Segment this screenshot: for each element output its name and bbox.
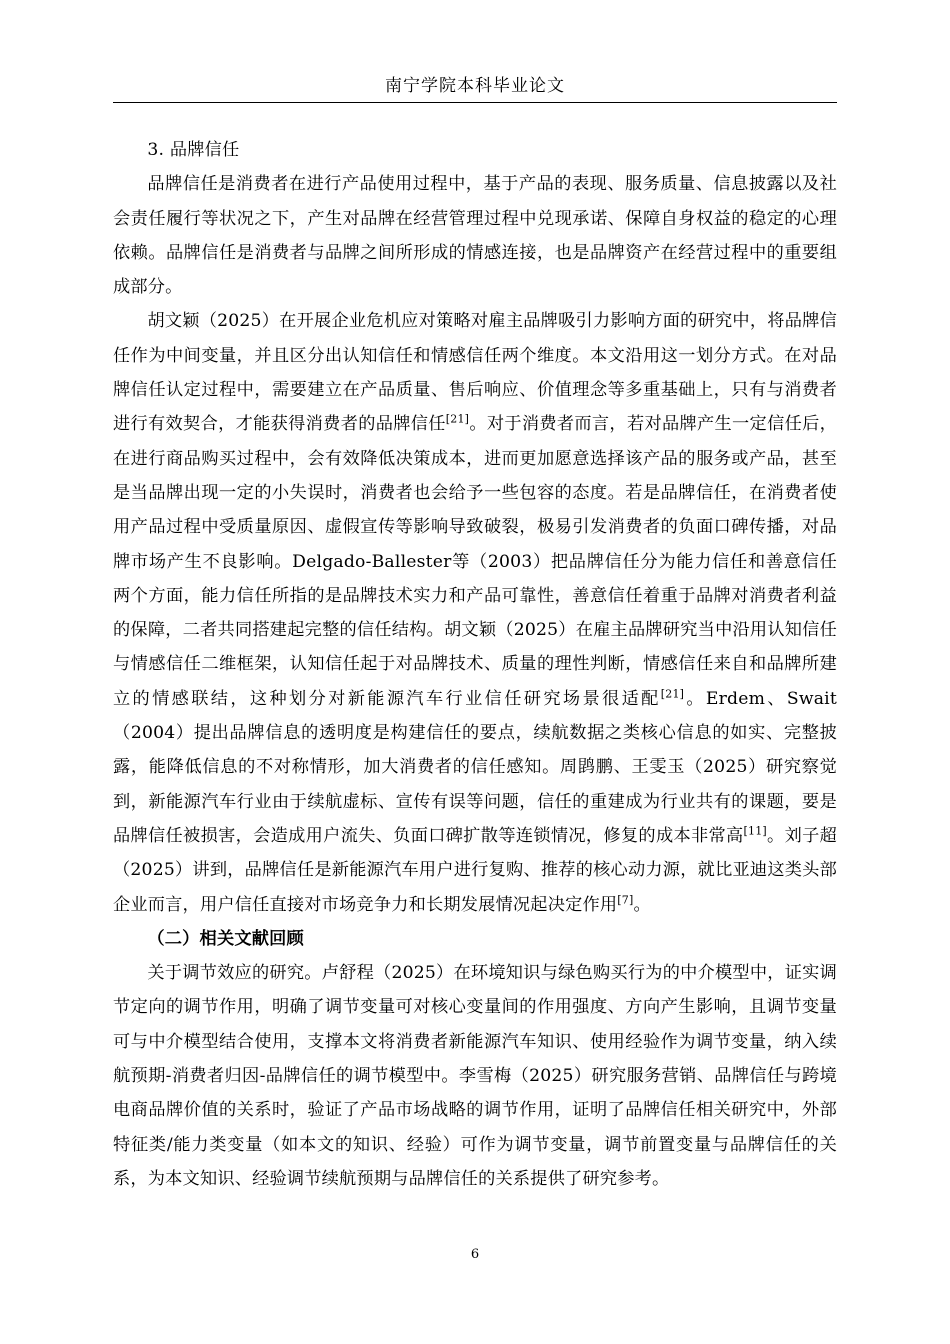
paragraph-2 xyxy=(113,304,837,921)
section-heading: 3. 品牌信任 xyxy=(147,140,240,160)
body-text xyxy=(113,133,837,1196)
citation-11: [11] xyxy=(743,824,767,838)
paragraph-1: 品牌信任是消费者在进行产品使用过程中，基于产品的表现、服务质量、信息披露以及社会责任履行等状况之下，产生对品牌在经营管理过程中兑现承诺、保障自身权益的稳定的心理依赖。品牌信任是消费者与品牌之间所形成的情感连接，也是品牌资产在经营过程中的重要组成部分。 xyxy=(113,174,837,298)
paragraph-2-text-c: 。Erdem、Swait（2004）提出品牌信息的透明度是构建信任的要点，续航数据之类核心信息的如实、完整披露，能降低信息的不对称情形，加大消费者的信任感知。周鹍鹏、王雯玉（2025）研究察觉到，新能源汽车行业由于续航虚标、宣传有误等问题，信任的重建成为行业共有的课题，要是品牌信任被损害，会造成用户流失、负面口碑扩散等连锁情况，修复的成本非常高 xyxy=(113,688,837,846)
citation-21-second: [21] xyxy=(660,687,685,701)
paragraph-2-text-b: 。对于消费者而言，若对品牌产生一定信任后，在进行商品购买过程中，会有效降低决策成本，进而更加愿意选择该产品的服务或产品，甚至是当品牌出现一定的小失误时，消费者也会给予一些包容的态度。若是品牌信任，在消费者使用产品过程中受质量原因、虚假宣传等影响导致破裂，极易引发消费者的负面口碑传播，对品牌市场产生不良影响。Delgado-Ballester等（2003）把品牌信任分为能力信任和善意信任两个方面，能力信任所指的是品牌技术实力和产品可靠性，善意信任着重于品牌对消费者利益的保障，二者共同搭建起完整的信任结构。胡文颖（2025）在雇主品牌研究当中沿用认知信任与情感信任二维框架，认知信任起于对品牌技术、质量的理性判断，情感信任来自和品牌所建立的情感联结，这种划分对新能源汽车行业信任研究场景很适配 xyxy=(113,414,838,709)
page-number: 6 xyxy=(470,1247,480,1262)
paragraph-3: 关于调节效应的研究。卢舒程（2025）在环境知识与绿色购买行为的中介模型中，证实调节定向的调节作用，明确了调节变量可对核心变量间的作用强度、方向产生影响，且调节变量可与中介模型结合使用，支撑本文将消费者新能源汽车知识、使用经验作为调节变量，纳入续航预期-消费者归因-品牌信任的调节模型中。李雪梅（2025）研究服务营销、品牌信任与跨境电商品牌价值的关系时，验证了产品市场战略的调节作用，证明了品牌信任相关研究中，外部特征类/能力类变量（如本文的知识、经验）可作为调节变量，调节前置变量与品牌信任的关系，为本文知识、经验调节续航预期与品牌信任的关系提供了研究参考。 xyxy=(113,963,837,1189)
paragraph-2-text-a: 胡文颖（2025）在开展企业危机应对策略对雇主品牌吸引力影响方面的研究中，将品牌信任作为中间变量，并且区分出认知信任和情感信任两个维度。本文沿用这一划分方式。在对品牌信任认定过程中，需要建立在产品质量、售后响应、价值理念等多重基础上，只有与消费者进行有效契合，才能获得消费者的品牌信任 xyxy=(113,311,837,435)
paragraph-2-text-d: 。刘子超（2025）讲到，品牌信任是新能源汽车用户进行复购、推荐的核心动力源，就比亚迪这类头部企业而言，用户信任直接对市场竞争力和长期发展情况起决定作用 xyxy=(113,825,837,915)
header-divider xyxy=(113,102,837,103)
citation-7: [7] xyxy=(617,892,634,906)
subsection-heading: （二）相关文献回顾 xyxy=(147,928,304,949)
paragraph-2-text-e: 。 xyxy=(633,894,651,915)
citation-21: [21] xyxy=(445,412,470,426)
running-header: 南宁学院本科毕业论文 xyxy=(385,76,565,96)
